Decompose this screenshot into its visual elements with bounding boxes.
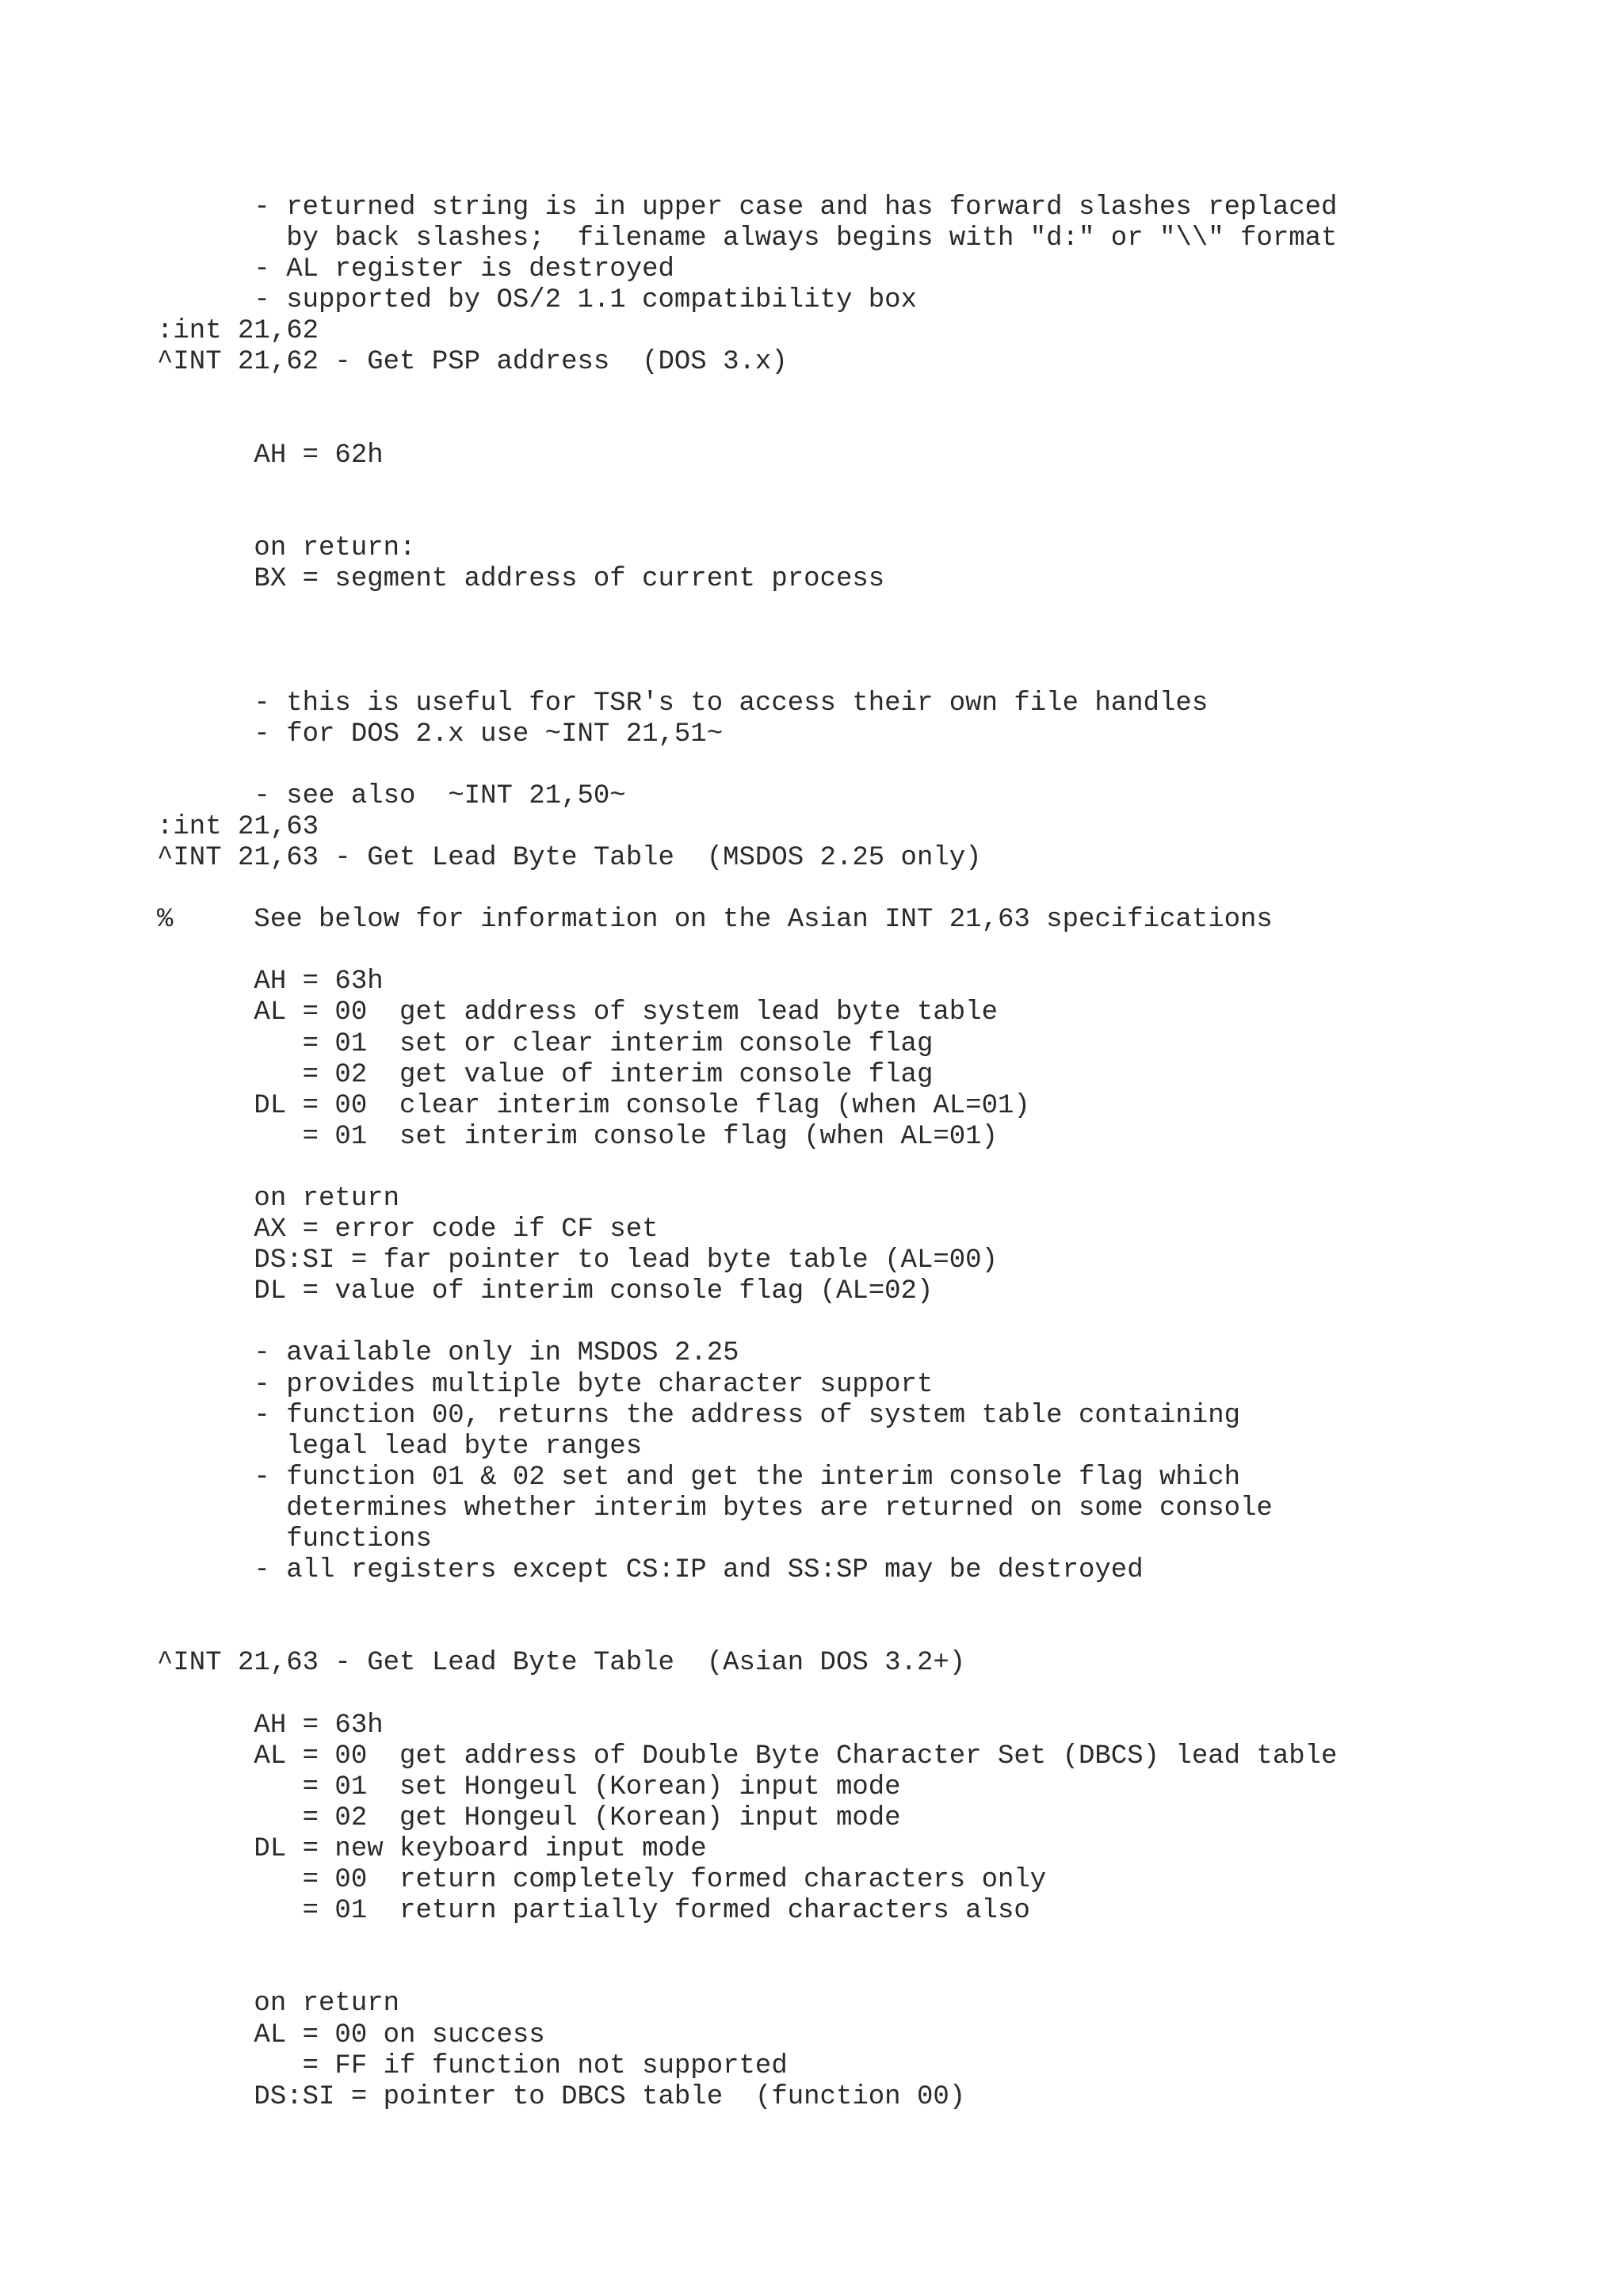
text-line: - available only in MSDOS 2.25 [157,1338,739,1369]
text-line: - function 01 & 02 set and get the interim console flag which [157,1462,1241,1493]
text-line [157,1927,1583,1958]
text-line: DL = value of interim console flag (AL=02) [157,1276,934,1307]
text-line [157,1958,1583,1989]
text-line: DS:SI = pointer to DBCS table (function 00) [157,2081,966,2112]
text-line: = FF if function not supported [157,2050,788,2081]
text-line: determines whether interim bytes are returned on some console [157,1493,1273,1524]
text-line: = 01 set Hongeul (Korean) input mode [157,1772,901,1802]
text-line: functions [157,1524,432,1555]
text-line: legal lead byte ranges [157,1431,643,1462]
text-line [157,626,1583,657]
text-line: - AL register is destroyed [157,254,674,285]
text-line [157,657,1583,688]
text-line: = 02 get Hongeul (Korean) input mode [157,1802,901,1833]
text-line: - this is useful for TSR's to access their own file handles [157,688,1209,719]
text-line: = 01 return partially formed characters also [157,1896,1030,1927]
text-line [157,1680,1583,1711]
text-line: DL = 00 clear interim console flag (when AL=01) [157,1090,1030,1121]
text-line [157,1617,1583,1648]
text-line [157,1307,1583,1338]
text-line: - returned string is in upper case and has forward slashes replaced [157,193,1338,223]
text-line: - function 00, returns the address of system table containing [157,1400,1241,1431]
text-line: ^INT 21,63 - Get Lead Byte Table (MSDOS 2.25 only) [157,842,982,873]
text-line: AL = 00 get address of system lead byte table [157,997,998,1028]
text-line [157,1586,1583,1617]
text-line: = 01 set interim console flag (when AL=01) [157,1121,998,1152]
text-line: AL = 00 get address of Double Byte Character Set (DBCS) lead table [157,1741,1338,1772]
text-line: BX = segment address of current process [157,564,885,595]
text-line: AL = 00 on success [157,2019,545,2050]
text-line [157,502,1583,533]
text-line [157,379,1583,410]
text-line: :int 21,62 [157,316,319,347]
text-line: % See below for information on the Asian INT 21,63 specifications [157,905,1273,936]
text-line: ^INT 21,63 - Get Lead Byte Table (Asian DOS 3.2+) [157,1648,966,1679]
text-line: = 02 get value of interim console flag [157,1059,934,1090]
text-line: :int 21,63 [157,811,319,842]
text-line [157,471,1583,502]
text-line: by back slashes; filename always begins with "d:" or "\\" format [157,223,1338,254]
text-line: AH = 63h [157,967,384,997]
text-line: on return [157,1184,400,1214]
text-line: AX = error code if CF set [157,1215,659,1245]
text-line [157,410,1583,441]
text-line: - provides multiple byte character support [157,1369,934,1400]
text-line [157,936,1583,967]
text-line: DL = new keyboard input mode [157,1833,707,1864]
text-line [157,874,1583,905]
text-line: AH = 63h [157,1710,384,1741]
text-line: = 01 set or clear interim console flag [157,1028,934,1059]
text-line: on return [157,1989,400,2019]
text-line: - for DOS 2.x use ~INT 21,51~ [157,719,724,749]
text-line: = 00 return completely formed characters only [157,1865,1047,1896]
text-line: AH = 62h [157,440,384,471]
document-body [157,193,1583,2113]
text-line [157,1153,1583,1184]
text-line [157,595,1583,626]
text-line: - see also ~INT 21,50~ [157,780,626,811]
text-line: - all registers except CS:IP and SS:SP may be destroyed [157,1555,1144,1586]
text-line: - supported by OS/2 1.1 compatibility box [157,285,917,316]
text-line: DS:SI = far pointer to lead byte table (AL=00) [157,1245,998,1276]
text-line [157,750,1583,781]
text-line: on return: [157,533,416,564]
text-line: ^INT 21,62 - Get PSP address (DOS 3.x) [157,347,788,378]
